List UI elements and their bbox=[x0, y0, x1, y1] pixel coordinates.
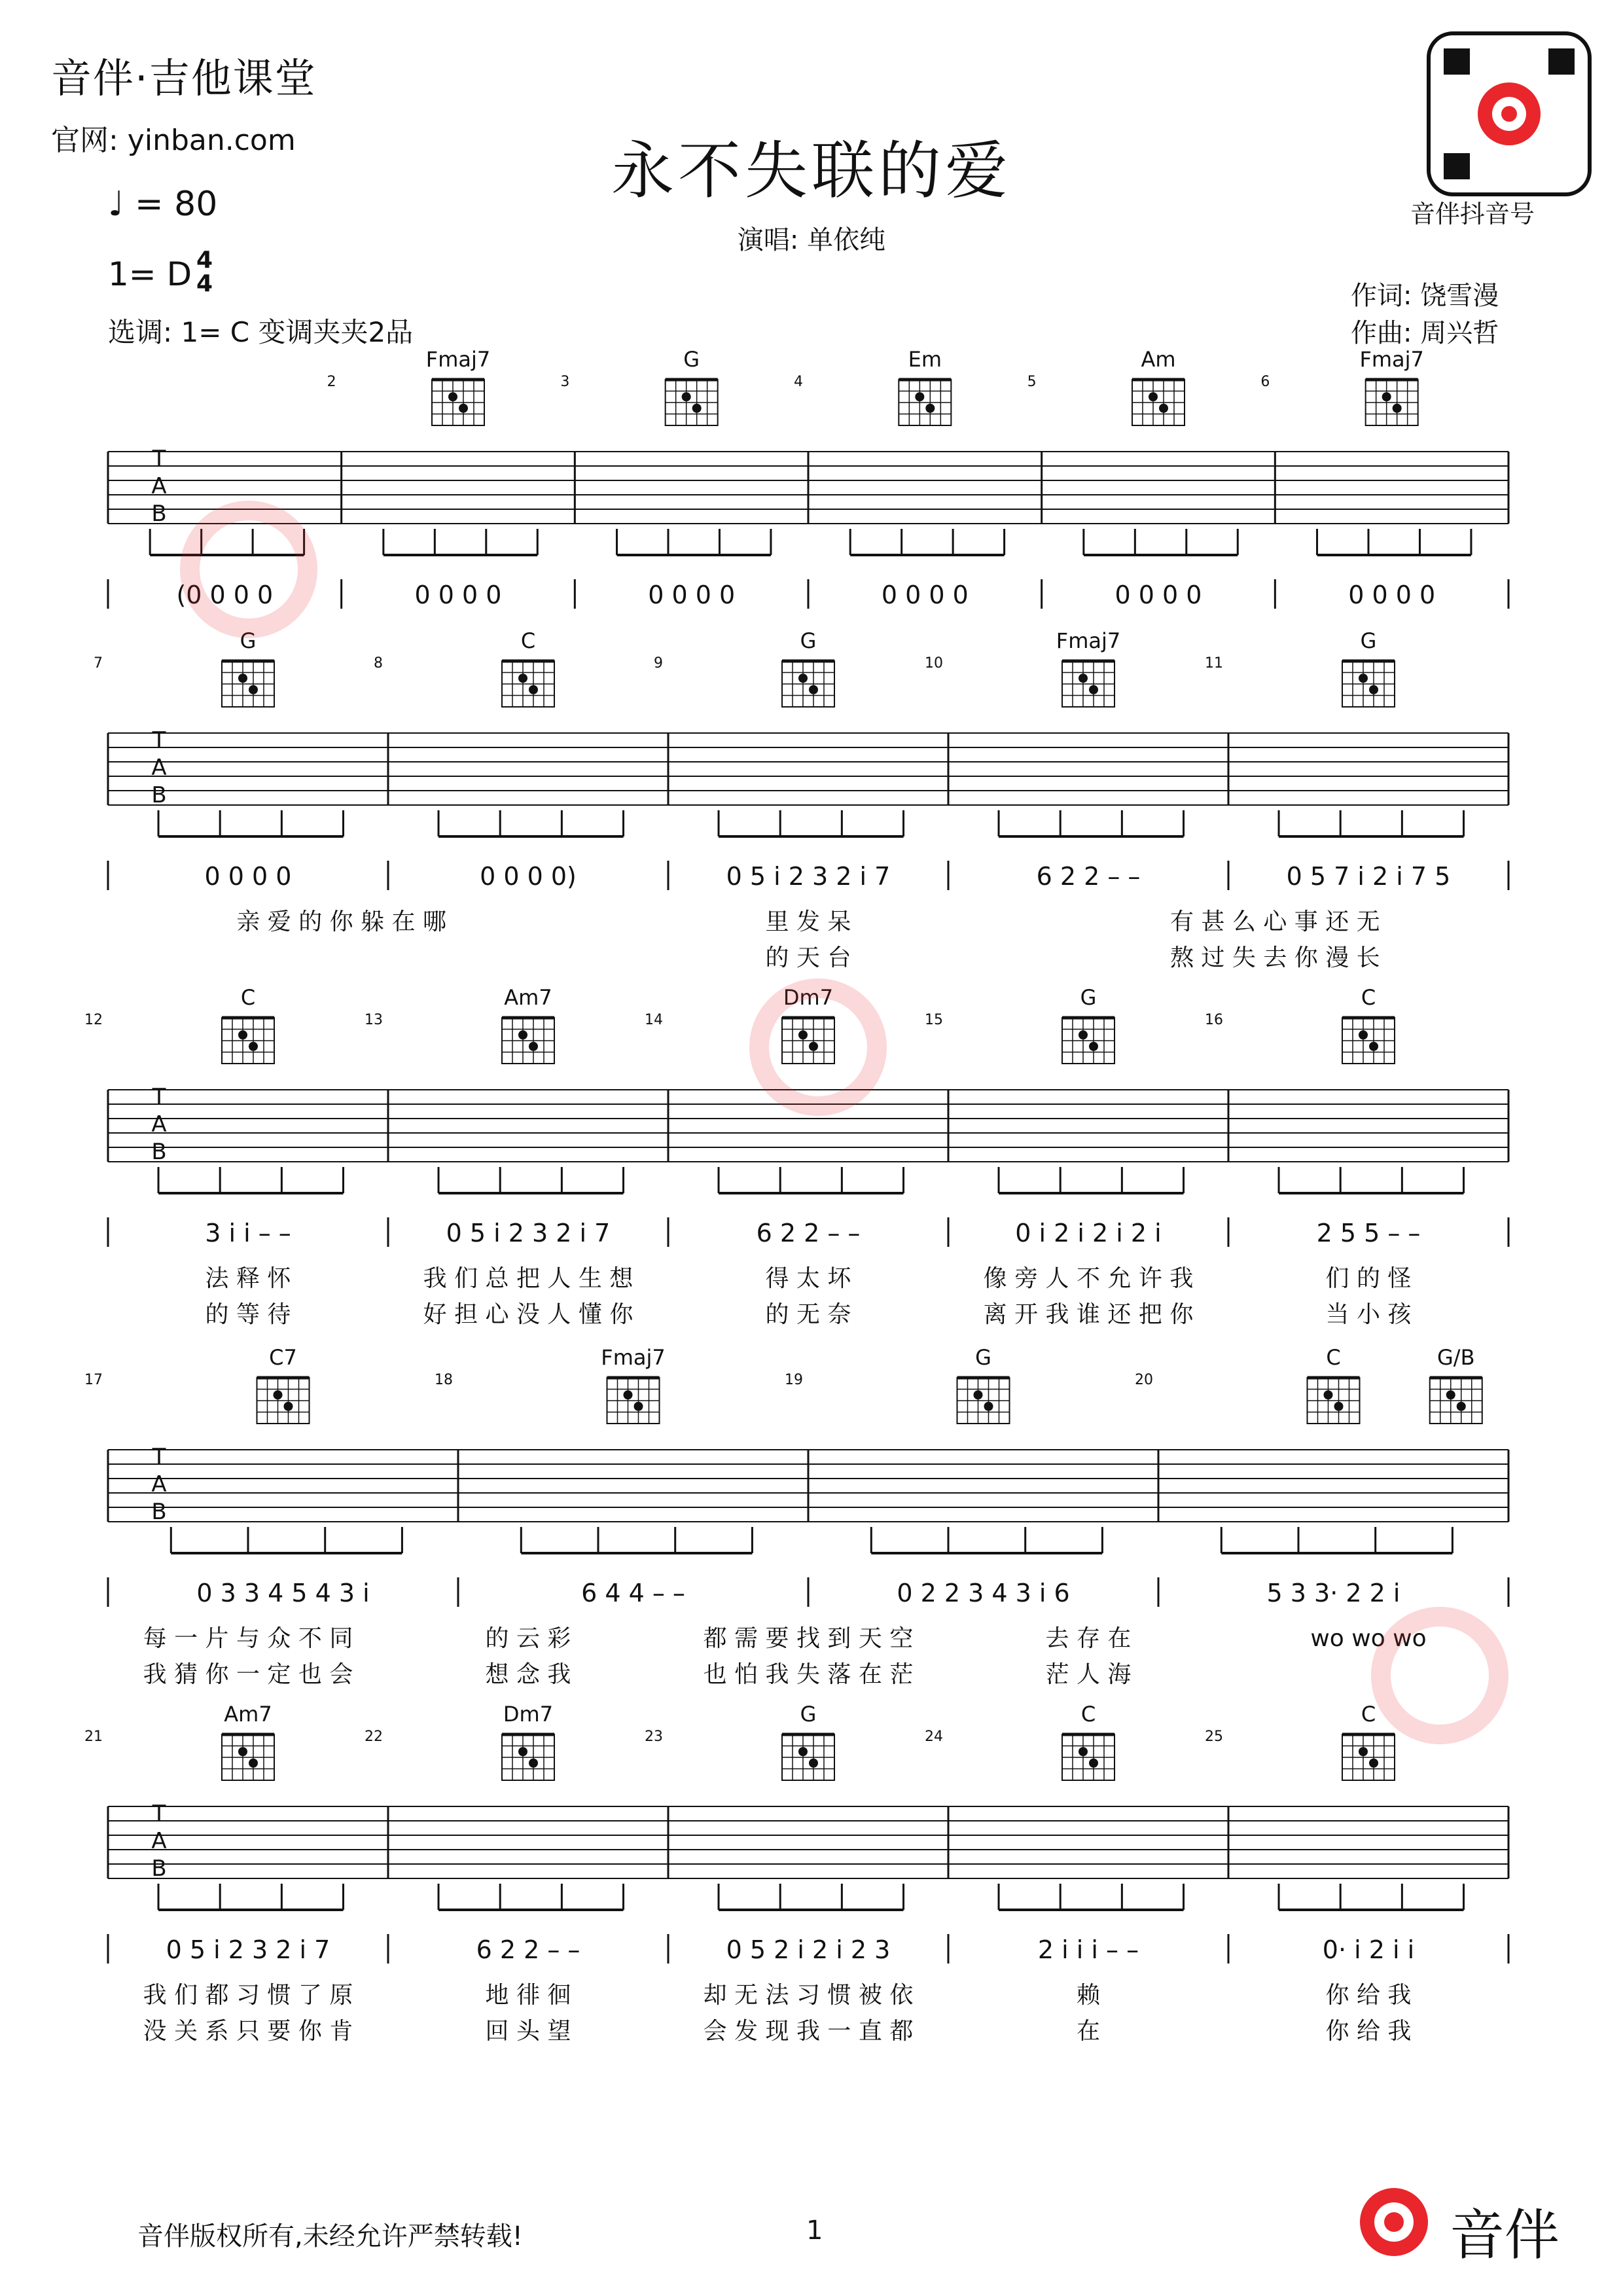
chord-finger-dot bbox=[682, 392, 691, 401]
jianpu-notes: 0 i 2 i 2 i 2 i bbox=[1015, 1219, 1162, 1247]
chord-finger-dot bbox=[238, 673, 247, 683]
jianpu-notes: 0 0 0 0 bbox=[414, 581, 502, 609]
chord-name: Em bbox=[908, 347, 942, 372]
chord-name: C bbox=[1361, 985, 1376, 1010]
chord-finger-dot bbox=[249, 1042, 258, 1051]
chord-finger-dot bbox=[238, 1030, 247, 1039]
measure-number: 15 bbox=[925, 1012, 943, 1028]
tab-clef-letter: B bbox=[151, 1499, 167, 1525]
chord-finger-dot bbox=[238, 1747, 247, 1756]
lyric-line-1: 每 一 片 与 众 不 同 bbox=[143, 1625, 353, 1652]
chord-name: G bbox=[240, 628, 257, 653]
lyric-line-1: 你 给 我 bbox=[1325, 1982, 1412, 2009]
jianpu-notes: 0 5 7 i 2 i 7 5 bbox=[1286, 862, 1451, 891]
chord-finger-dot bbox=[624, 1390, 633, 1399]
chord-name: Am7 bbox=[224, 1702, 272, 1727]
jianpu-notes: 3 i i – – bbox=[205, 1219, 291, 1247]
chord-finger-dot bbox=[974, 1390, 983, 1399]
jianpu-notes: 0 5 i 2 3 2 i 7 bbox=[166, 1935, 330, 1964]
watermark-logo-icon bbox=[1381, 1617, 1499, 1734]
tab-clef-letter: B bbox=[151, 1139, 167, 1165]
chord-name: Am bbox=[1141, 347, 1176, 372]
jianpu-notes: 0 0 0 0 bbox=[881, 581, 969, 609]
brand-title: 音伴·吉他课堂 bbox=[51, 54, 317, 102]
jianpu-notes: 6 2 2 – – bbox=[476, 1935, 580, 1964]
tab-clef-letter: T bbox=[152, 727, 166, 753]
measure-number: 23 bbox=[645, 1729, 663, 1745]
chord-finger-dot bbox=[249, 685, 258, 694]
chord-name: Fmaj7 bbox=[1056, 628, 1121, 653]
chord-finger-dot bbox=[274, 1390, 283, 1399]
lyric-line-1: 赖 bbox=[1076, 1982, 1101, 2009]
chord-finger-dot bbox=[1369, 1759, 1378, 1768]
chord-name: Fmaj7 bbox=[425, 347, 491, 372]
chord-finger-dot bbox=[1079, 1030, 1088, 1039]
jianpu-notes: 0 0 0 0 bbox=[204, 862, 292, 891]
tab-clef-letter: A bbox=[151, 755, 167, 781]
composer-credit: 作曲: 周兴哲 bbox=[1351, 318, 1499, 348]
chord-name: C bbox=[1080, 1702, 1096, 1727]
measure-number: 13 bbox=[365, 1012, 383, 1028]
lyric-line-2: 的 等 待 bbox=[205, 1301, 291, 1328]
measure-number: 8 bbox=[374, 655, 383, 672]
measure-number: 3 bbox=[560, 374, 570, 390]
lyric-line-2: 没 关 系 只 要 你 肯 bbox=[143, 2018, 353, 2045]
chord-finger-dot bbox=[798, 673, 808, 683]
chord-finger-dot bbox=[1089, 1042, 1098, 1051]
measure-number: 10 bbox=[925, 655, 943, 672]
qr-caption: 音伴抖音号 bbox=[1410, 200, 1535, 228]
chord-finger-dot bbox=[984, 1402, 993, 1411]
chord-finger-dot bbox=[1446, 1390, 1455, 1399]
chord-finger-dot bbox=[1457, 1402, 1466, 1411]
jianpu-notes: 0 5 2 i 2 i 2 3 bbox=[726, 1935, 891, 1964]
singer-line: 演唱: 单依纯 bbox=[737, 225, 886, 255]
lyric-line-2: 你 给 我 bbox=[1325, 2018, 1412, 2045]
chord-finger-dot bbox=[518, 1030, 527, 1039]
jianpu-notes: 2 i i i – – bbox=[1037, 1935, 1139, 1964]
chord-finger-dot bbox=[1334, 1402, 1344, 1411]
lyric-line-1: 亲 爱 的 你 躲 在 哪 bbox=[236, 908, 447, 935]
chord-finger-dot bbox=[809, 685, 818, 694]
chord-name: G bbox=[683, 347, 700, 372]
lyric-line-1: 我 们 都 习 惯 了 原 bbox=[143, 1982, 353, 2009]
jianpu-notes: 0 3 3 4 5 4 3 i bbox=[196, 1579, 370, 1607]
jianpu-notes: 6 4 4 – – bbox=[581, 1579, 685, 1607]
lyric-line-2: 的 无 奈 bbox=[765, 1301, 851, 1328]
lyric-line-2: 当 小 孩 bbox=[1325, 1301, 1412, 1328]
chord-finger-dot bbox=[1089, 685, 1098, 694]
chord-finger-dot bbox=[692, 404, 702, 413]
chord-finger-dot bbox=[1149, 392, 1158, 401]
tab-clef-letter: T bbox=[152, 1084, 166, 1110]
lyric-line-1: 地 徘 徊 bbox=[485, 1982, 571, 2009]
yinban-logo-icon bbox=[1358, 2186, 1430, 2258]
tab-clef-letter: T bbox=[152, 1444, 166, 1470]
chord-finger-dot bbox=[809, 1042, 818, 1051]
chord-finger-dot bbox=[1393, 404, 1402, 413]
key-signature: 1= D bbox=[108, 255, 192, 293]
chord-finger-dot bbox=[518, 1747, 527, 1756]
chord-name: G bbox=[1360, 628, 1377, 653]
jianpu-notes: 6 2 2 – – bbox=[1036, 862, 1141, 891]
lyric-line-1: 都 需 要 找 到 天 空 bbox=[703, 1625, 914, 1652]
chord-finger-dot bbox=[529, 1759, 538, 1768]
lyric-line-1: wo wo wo bbox=[1310, 1625, 1427, 1652]
lyric-line-1: 法 释 怀 bbox=[205, 1265, 291, 1292]
jianpu-notes: 6 2 2 – – bbox=[756, 1219, 861, 1247]
lyric-line-2: 想 念 我 bbox=[485, 1661, 571, 1688]
chord-name: G bbox=[800, 1702, 817, 1727]
lyric-line-1: 有 甚 么 心 事 还 无 bbox=[1169, 908, 1380, 935]
chord-name: Fmaj7 bbox=[1359, 347, 1424, 372]
time-sig-top: 4 bbox=[196, 247, 213, 274]
chord-name: Am7 bbox=[504, 985, 552, 1010]
jianpu-notes: 0 0 0 0 bbox=[1115, 581, 1202, 609]
lyric-line-2: 在 bbox=[1076, 2018, 1101, 2045]
time-sig-bottom: 4 bbox=[196, 270, 213, 297]
chord-name: Fmaj7 bbox=[601, 1345, 666, 1370]
site-url: 官网: yinban.com bbox=[51, 124, 296, 157]
tab-clef-letter: B bbox=[151, 782, 167, 808]
chord-finger-dot bbox=[249, 1759, 258, 1768]
measure-number: 9 bbox=[654, 655, 663, 672]
measure-number: 16 bbox=[1205, 1012, 1223, 1028]
jianpu-notes: 2 5 5 – – bbox=[1316, 1219, 1421, 1247]
chord-finger-dot bbox=[1079, 673, 1088, 683]
measure-number: 19 bbox=[785, 1372, 803, 1388]
chord-finger-dot bbox=[1359, 673, 1368, 683]
jianpu-notes: 5 3 3· 2 2 i bbox=[1266, 1579, 1400, 1607]
measure-number: 12 bbox=[84, 1012, 103, 1028]
lyric-line-1: 却 无 法 习 惯 被 依 bbox=[703, 1982, 914, 2009]
chord-name: G bbox=[800, 628, 817, 653]
chord-name: C7 bbox=[269, 1345, 297, 1370]
measure-number: 17 bbox=[84, 1372, 103, 1388]
jianpu-notes: (0 0 0 0 bbox=[176, 581, 274, 609]
lyric-line-1: 像 旁 人 不 允 许 我 bbox=[983, 1265, 1194, 1292]
capo-note: 选调: 1= C 变调夹夹2品 bbox=[108, 316, 414, 348]
measure-number: 11 bbox=[1205, 655, 1223, 672]
song-title: 永不失联的爱 bbox=[611, 134, 1012, 207]
jianpu-notes: 0· i 2 i i bbox=[1322, 1935, 1415, 1964]
lyric-line-2: 离 开 我 谁 还 把 你 bbox=[983, 1301, 1194, 1328]
lyric-line-1: 们 的 怪 bbox=[1325, 1265, 1412, 1292]
chord-finger-dot bbox=[915, 392, 924, 401]
chord-finger-dot bbox=[518, 673, 527, 683]
measure-number: 4 bbox=[794, 374, 803, 390]
chord-finger-dot bbox=[925, 404, 935, 413]
copyright-notice: 音伴版权所有,未经允许严禁转载! bbox=[137, 2221, 523, 2251]
tab-clef-letter: A bbox=[151, 1111, 167, 1138]
tab-clef-letter: A bbox=[151, 1471, 167, 1498]
chord-name: C bbox=[520, 628, 536, 653]
measure-number: 18 bbox=[435, 1372, 453, 1388]
lyric-line-2: 好 担 心 没 人 懂 你 bbox=[423, 1301, 633, 1328]
chord-name: G/B bbox=[1436, 1345, 1475, 1370]
chord-finger-dot bbox=[634, 1402, 643, 1411]
jianpu-notes: 0 2 2 3 4 3 i 6 bbox=[897, 1579, 1070, 1607]
chord-name: G bbox=[975, 1345, 991, 1370]
chord-finger-dot bbox=[1369, 1042, 1378, 1051]
lyric-line-2: 回 头 望 bbox=[485, 2018, 571, 2045]
jianpu-notes: 0 0 0 0 bbox=[1348, 581, 1436, 609]
measure-number: 7 bbox=[94, 655, 103, 672]
chord-finger-dot bbox=[1359, 1747, 1368, 1756]
tab-clef-letter: T bbox=[152, 1801, 166, 1827]
chord-finger-dot bbox=[1382, 392, 1391, 401]
chord-name: Dm7 bbox=[503, 1702, 554, 1727]
jianpu-notes: 0 5 i 2 3 2 i 7 bbox=[726, 862, 891, 891]
chord-name: C bbox=[1326, 1345, 1341, 1370]
tempo-mark: ♩ = 80 bbox=[108, 185, 218, 224]
chord-finger-dot bbox=[798, 1747, 808, 1756]
chord-name: C bbox=[1361, 1702, 1376, 1727]
chord-finger-dot bbox=[1159, 404, 1168, 413]
chord-name: Dm7 bbox=[783, 985, 834, 1010]
chord-finger-dot bbox=[284, 1402, 293, 1411]
chord-finger-dot bbox=[459, 404, 468, 413]
jianpu-notes: 0 5 i 2 3 2 i 7 bbox=[446, 1219, 611, 1247]
lyric-line-2: 的 天 台 bbox=[765, 944, 851, 971]
chord-finger-dot bbox=[809, 1759, 818, 1768]
chord-finger-dot bbox=[529, 1042, 538, 1051]
measure-number: 14 bbox=[645, 1012, 663, 1028]
chord-finger-dot bbox=[1324, 1390, 1333, 1399]
lyric-line-2: 茫 人 海 bbox=[1045, 1661, 1132, 1688]
tab-clef-letter: T bbox=[152, 446, 166, 472]
lyric-line-1: 得 太 坏 bbox=[765, 1265, 851, 1292]
lyric-line-2: 会 发 现 我 一 直 都 bbox=[703, 2018, 914, 2045]
tab-clef-letter: A bbox=[151, 473, 167, 499]
tab-clef-letter: B bbox=[151, 501, 167, 527]
chord-finger-dot bbox=[1089, 1759, 1098, 1768]
measure-number: 20 bbox=[1135, 1372, 1153, 1388]
tab-clef-letter: A bbox=[151, 1828, 167, 1854]
measure-number: 2 bbox=[327, 374, 336, 390]
chord-finger-dot bbox=[1359, 1030, 1368, 1039]
chord-finger-dot bbox=[798, 1030, 808, 1039]
lyric-line-2: 也 怕 我 失 落 在 茫 bbox=[703, 1661, 914, 1688]
chord-finger-dot bbox=[448, 392, 457, 401]
jianpu-notes: 0 0 0 0 bbox=[648, 581, 736, 609]
page-number: 1 bbox=[806, 2215, 823, 2246]
chord-name: C bbox=[240, 985, 256, 1010]
chord-name: G bbox=[1080, 985, 1097, 1010]
lyric-line-1: 里 发 呆 bbox=[765, 908, 851, 935]
measure-number: 21 bbox=[84, 1729, 103, 1745]
measure-number: 6 bbox=[1260, 374, 1270, 390]
footer-logo-text: 音伴 bbox=[1450, 2203, 1560, 2267]
lyric-line-1: 的 云 彩 bbox=[485, 1625, 571, 1652]
measure-number: 22 bbox=[365, 1729, 383, 1745]
lyric-line-1: 我 们 总 把 人 生 想 bbox=[423, 1265, 633, 1292]
lyric-line-2: 熬 过 失 去 你 漫 长 bbox=[1169, 944, 1380, 971]
chord-finger-dot bbox=[1079, 1747, 1088, 1756]
measure-number: 5 bbox=[1027, 374, 1037, 390]
chord-finger-dot bbox=[529, 685, 538, 694]
lyric-line-1: 去 存 在 bbox=[1045, 1625, 1132, 1652]
chord-finger-dot bbox=[1369, 685, 1378, 694]
lyricist-credit: 作词: 饶雪漫 bbox=[1351, 281, 1499, 311]
tab-clef-letter: B bbox=[151, 1856, 167, 1882]
jianpu-notes: 0 0 0 0) bbox=[480, 862, 577, 891]
watermark-logo-icon bbox=[190, 511, 308, 628]
lyric-line-2: 我 猜 你 一 定 也 会 bbox=[143, 1661, 353, 1688]
measure-number: 24 bbox=[925, 1729, 943, 1745]
measure-number: 25 bbox=[1205, 1729, 1223, 1745]
